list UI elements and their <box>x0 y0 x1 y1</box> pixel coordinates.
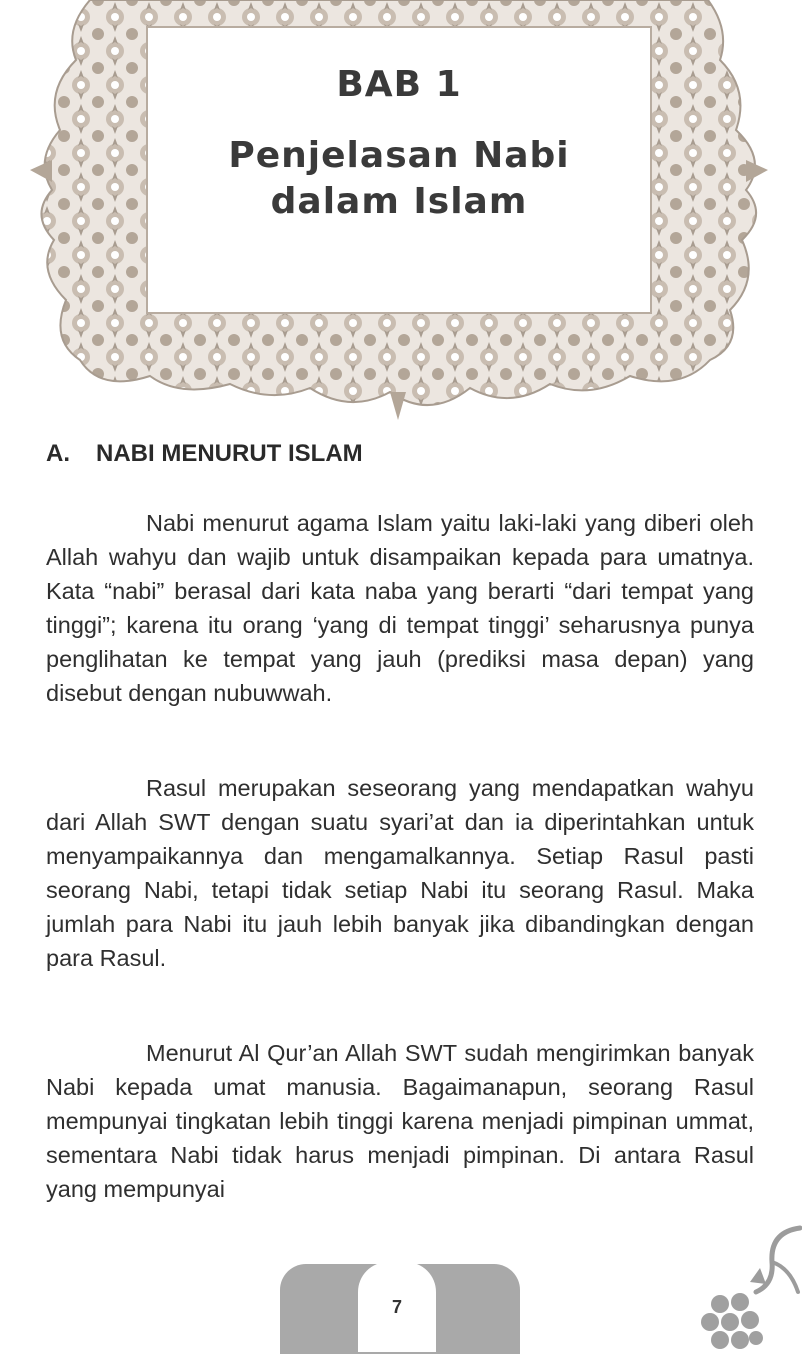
section-number: A. <box>46 440 70 467</box>
grape-vine-icon <box>690 1222 802 1350</box>
chapter-label: BAB 1 <box>336 64 462 105</box>
paragraph-3: Menurut Al Qur’an Allah SWT sudah mengirimkan banyak Nabi kepada umat manusia. Bagaimanapun, seorang Rasul mempunyai tingkatan lebih tinggi karena menjadi pimpinan ummat, sementara Nabi tidak harus menjadi pimpinan. Di antara Rasul yang mempunyai <box>46 1040 754 1202</box>
paragraph-1: Nabi menurut agama Islam yaitu laki-laki yang diberi oleh Allah wahyu dan wajib untuk disampaikan kepada para umatnya. Kata “nabi” berasal dari kata naba yang berarti “dari tempat yang tinggi”; karena itu orang ‘yang di tempat tinggi’ seharusnya punya penglihatan ke tempat yang jauh (prediksi masa depan) yang disebut dengan nubuwwah. <box>46 510 754 706</box>
paragraph-2: Rasul merupakan seseorang yang mendapatkan wahyu dari Allah SWT dengan suatu syari’at dan ia diperintahkan untuk menyampaikannya dan mengamalkannya. Setiap Rasul pasti seorang Nabi, tetapi tidak setiap Nabi itu seorang Rasul. Maka jumlah para Nabi itu jauh lebih banyak jika dibandingkan dengan para Rasul. <box>46 775 754 971</box>
section-heading-text: NABI MENURUT ISLAM <box>96 440 363 467</box>
section-heading <box>46 440 756 468</box>
ornamental-frame <box>30 0 768 420</box>
chapter-title: Penjelasan Nabi dalam Islam <box>228 135 570 222</box>
chapter-title-box <box>146 26 652 314</box>
page-number: 7 <box>358 1262 436 1352</box>
